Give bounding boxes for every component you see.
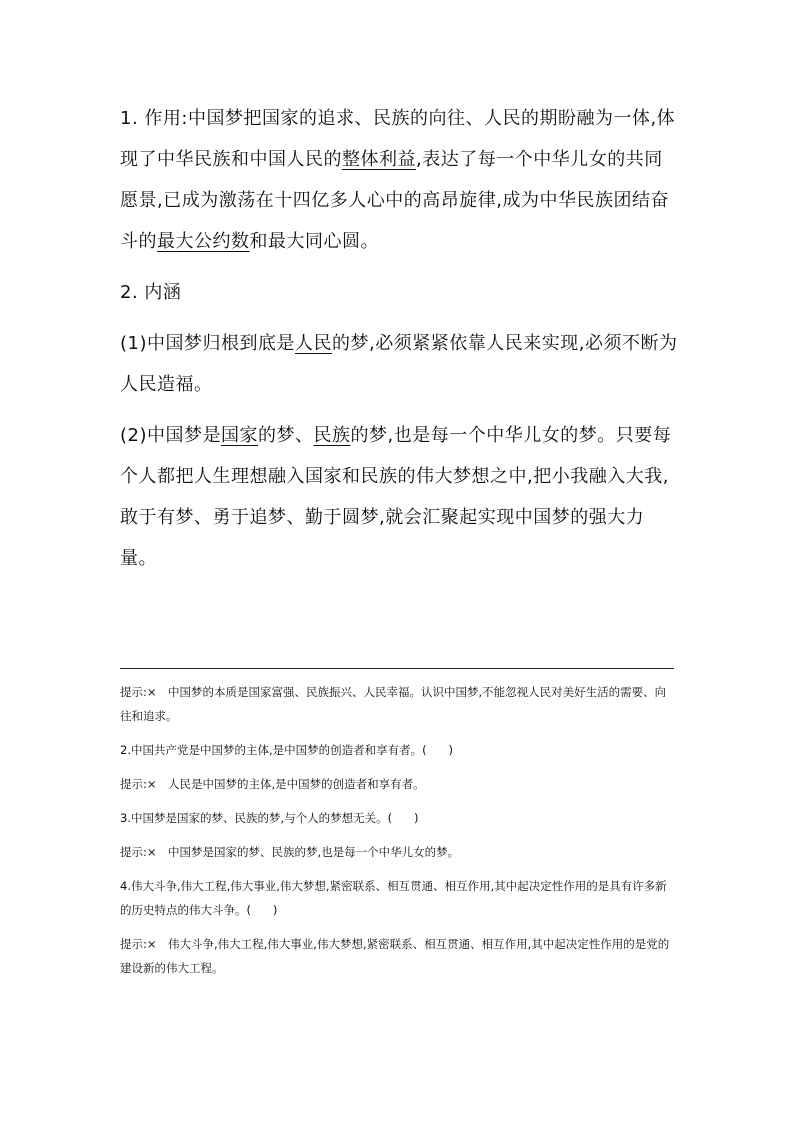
hint-line: 提示:× 人民是中国梦的主体,是中国梦的创造者和享有者。	[120, 777, 425, 791]
hint-line: 提示:× 伟大斗争,伟大工程,伟大事业,伟大梦想,紧密联系、相互贯通、相互作用,其中起决定性作用的是党的建设新的伟大工程。	[120, 937, 670, 975]
paragraph-role: 1. 作用:中国梦把国家的追求、民族的向往、人民的期盼融为一体,体现了中华民族和中国人民的整体利益,表达了每一个中华儿女的共同愿景,已成为激荡在十四亿多人心中的高昂旋律,成为中华民族团结奋斗的最大公约数和最大同心圆。	[120, 108, 676, 252]
question-line: 3.中国梦是国家的梦、民族的梦,与个人的梦想无关。( )	[120, 811, 419, 825]
main-content	[120, 98, 680, 589]
underlined-term: 民族	[313, 425, 351, 446]
hint-line: 提示:× 中国梦的本质是国家富强、民族振兴、人民幸福。认识中国梦,不能忽视人民对美好生活的需要、向往和追求。	[120, 685, 667, 723]
question-line: 4.伟大斗争,伟大工程,伟大事业,伟大梦想,紧密联系、相互贯通、相互作用,其中起决定性作用的是具有许多新的历史特点的伟大斗争。( )	[120, 879, 667, 917]
section-heading: 2. 内涵	[120, 282, 182, 303]
paragraph-connotation-1: (1)中国梦归根到底是人民的梦,必须紧紧依靠人民来实现,必须不断为人民造福。	[120, 333, 678, 395]
underlined-term: 人民	[295, 333, 332, 354]
underlined-term: 整体利益	[342, 149, 416, 170]
answer-blank[interactable]: )	[251, 903, 278, 917]
hint-line: 提示:× 中国梦是国家的梦、民族的梦,也是每一个中华儿女的梦。	[120, 845, 460, 859]
answer-blank[interactable]: )	[426, 743, 454, 757]
divider	[120, 668, 674, 669]
underlined-term: 国家	[221, 425, 258, 446]
question-line: 2.中国共产党是中国梦的主体,是中国梦的创造者和享有者。( )	[120, 743, 454, 757]
paragraph-connotation-2: (2)中国梦是国家的梦、民族的梦,也是每一个中华儿女的梦。只要每个人都把人生理想融入国家和民族的伟大梦想之中,把小我融入大我,敢于有梦、勇于追梦、勤于圆梦,就会汇聚起实现中国梦的强大力量。	[120, 425, 672, 569]
answer-blank[interactable]: )	[392, 811, 419, 825]
underlined-term: 最大公约数	[157, 231, 250, 252]
notes-section	[120, 680, 676, 990]
